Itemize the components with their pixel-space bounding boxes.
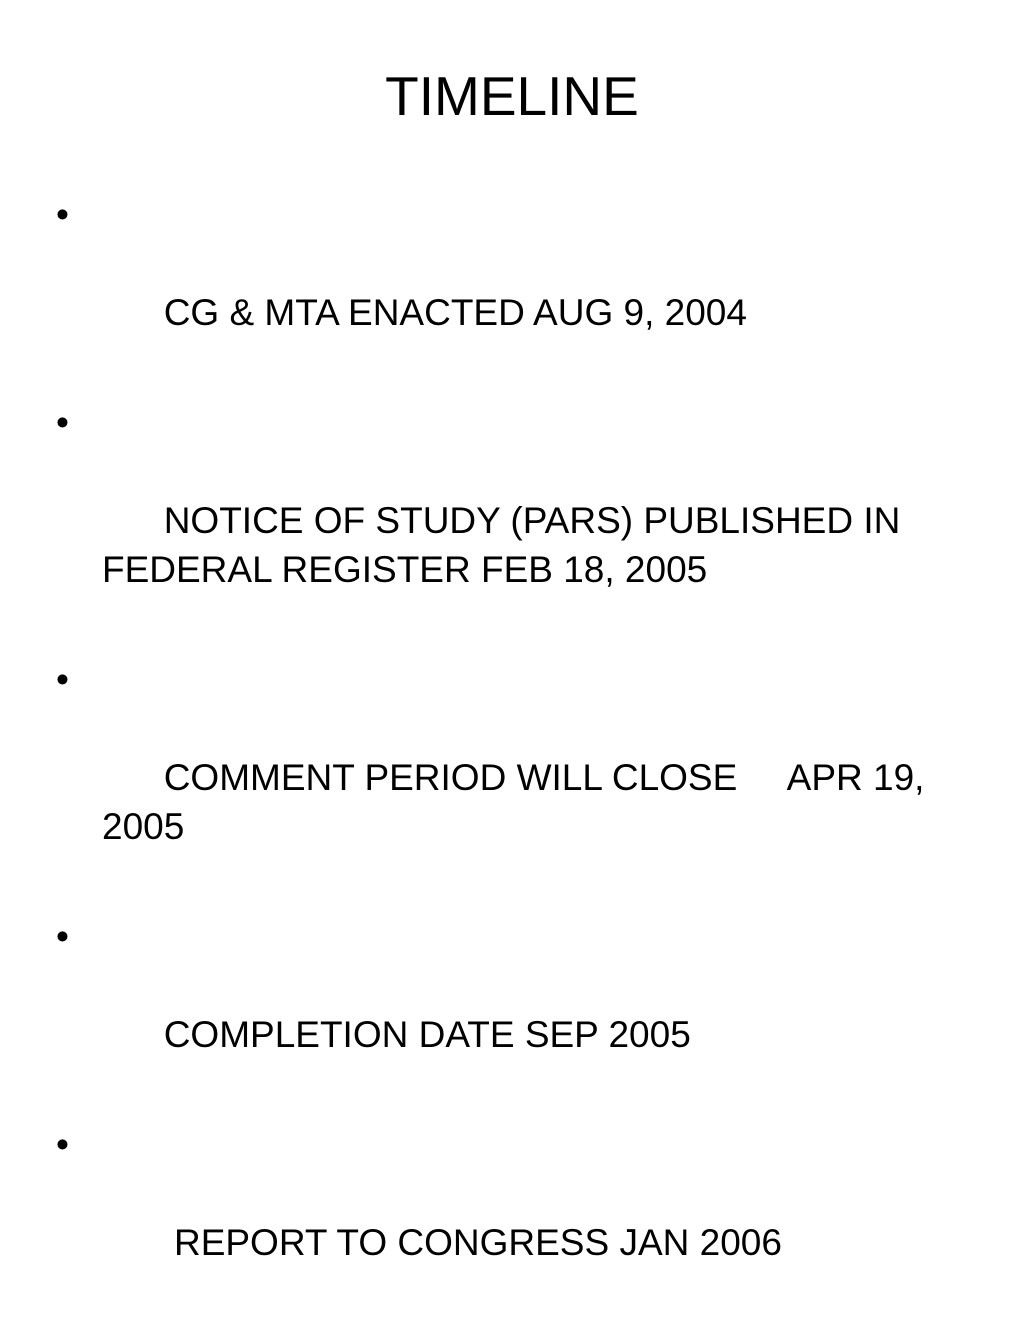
bullet-item-notice-of-study [56,398,962,643]
bullet-text: NOTICE OF STUDY (PARS) PUBLISHED IN FEDERAL REGISTER FEB 18, 2005 [102,500,911,590]
bullet-item-completion-date [56,912,976,1108]
bullet-icon: • [56,402,69,443]
bullet-item-report-to-congress [56,1120,976,1316]
bullet-text: COMMENT PERIOD WILL CLOSE APR 19, 2005 [102,757,935,847]
bullet-item-enacted [56,190,976,386]
bullet-list [56,190,976,1328]
bullet-text: REPORT TO CONGRESS JAN 2006 [163,1222,782,1263]
bullet-icon: • [56,659,69,700]
bullet-text: COMPLETION DATE SEP 2005 [163,1014,691,1055]
slide-title: TIMELINE [385,65,639,127]
bullet-item-comment-period [56,655,962,900]
bullet-icon: • [56,194,69,235]
bullet-icon: • [56,1124,69,1165]
bullet-text: CG & MTA ENACTED AUG 9, 2004 [163,292,747,333]
bullet-icon: • [56,916,69,957]
